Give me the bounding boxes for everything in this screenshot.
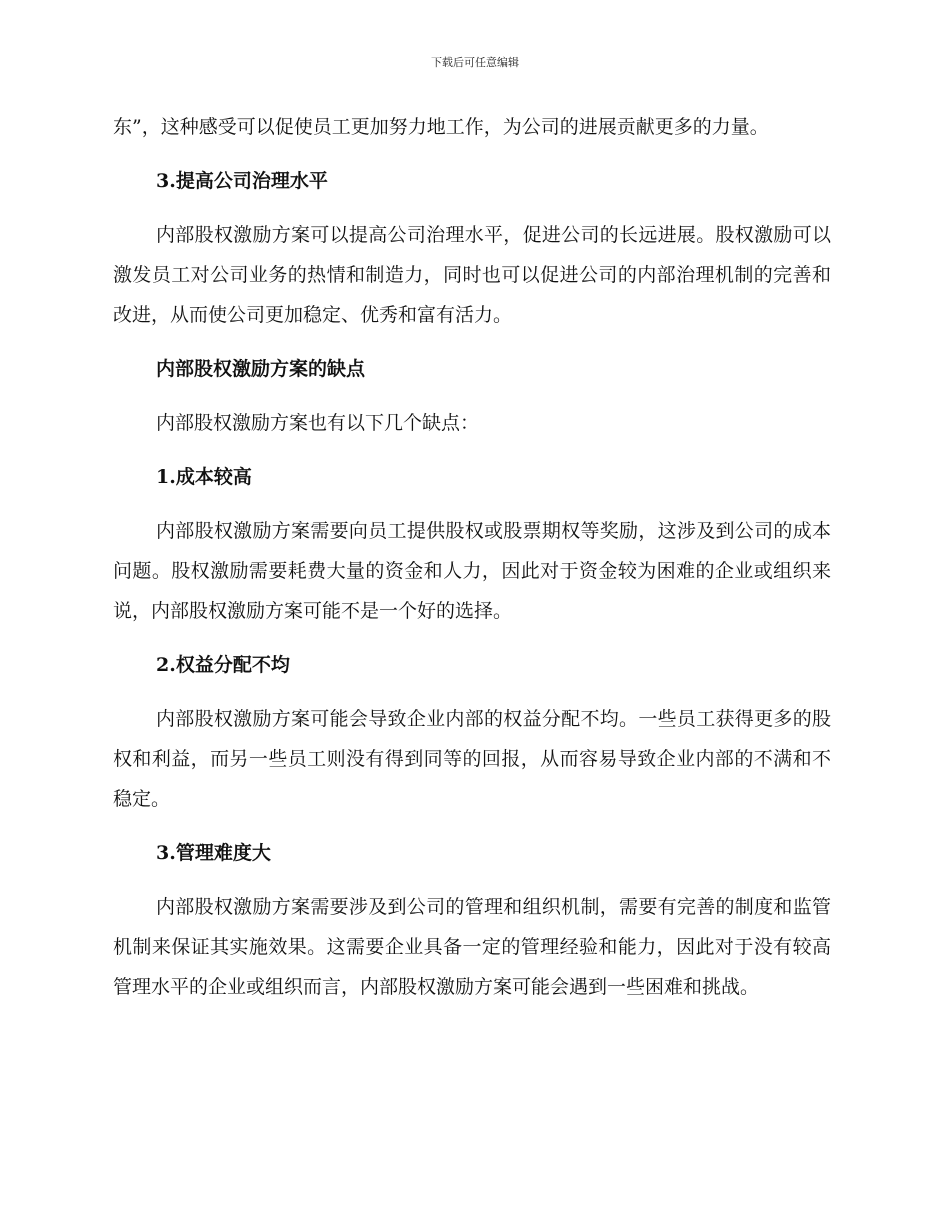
spacer bbox=[113, 335, 831, 349]
spacer bbox=[113, 443, 831, 457]
spacer bbox=[113, 685, 831, 699]
paragraph-uneven-distribution: 内部股权激励方案可能会导致企业内部的权益分配不均。一些员工获得更多的股权和利益，而另一些员工则没有得到同等的回报，从而容易导致企业内部的不满和不稳定。 bbox=[113, 708, 831, 810]
paragraph-management-difficulty: 内部股权激励方案需要涉及到公司的管理和组织机制，需要有完善的制度和监管机制来保证其实施效果。这需要企业具备一定的管理经验和能力，因此对于没有较高管理水平的企业或组织而言，内部股权激励方案可能会遇到一些困难和挑战。 bbox=[113, 896, 831, 998]
spacer bbox=[113, 201, 831, 215]
document-body bbox=[113, 107, 831, 1007]
spacer bbox=[113, 819, 831, 833]
spacer bbox=[113, 497, 831, 511]
paragraph-governance: 内部股权激励方案可以提高公司治理水平，促进公司的长远进展。股权激励可以激发员工对公司业务的热情和制造力，同时也可以促进公司的内部治理机制的完善和改进，从而使公司更加稳定、优秀和富有活力。 bbox=[113, 224, 831, 326]
spacer bbox=[113, 631, 831, 645]
spacer bbox=[113, 873, 831, 887]
heading-high-cost: 1.成本较高 bbox=[156, 466, 252, 488]
page-header: 下载后可任意编辑 bbox=[431, 56, 519, 69]
heading-governance: 3.提高公司治理水平 bbox=[156, 170, 328, 192]
paragraph-disadvantages-intro: 内部股权激励方案也有以下几个缺点： bbox=[156, 412, 480, 434]
paragraph-continuation: 东”，这种感受可以促使员工更加努力地工作，为公司的进展贡献更多的力量。 bbox=[113, 116, 769, 138]
heading-disadvantages: 内部股权激励方案的缺点 bbox=[156, 358, 366, 380]
heading-uneven-distribution: 2.权益分配不均 bbox=[156, 654, 290, 676]
spacer bbox=[113, 147, 831, 161]
heading-management-difficulty: 3.管理难度大 bbox=[156, 842, 271, 864]
paragraph-high-cost: 内部股权激励方案需要向员工提供股权或股票期权等奖励，这涉及到公司的成本问题。股权激励需要耗费大量的资金和人力，因此对于资金较为困难的企业或组织来说，内部股权激励方案可能不是一个好的选择。 bbox=[113, 520, 831, 622]
spacer bbox=[113, 389, 831, 403]
